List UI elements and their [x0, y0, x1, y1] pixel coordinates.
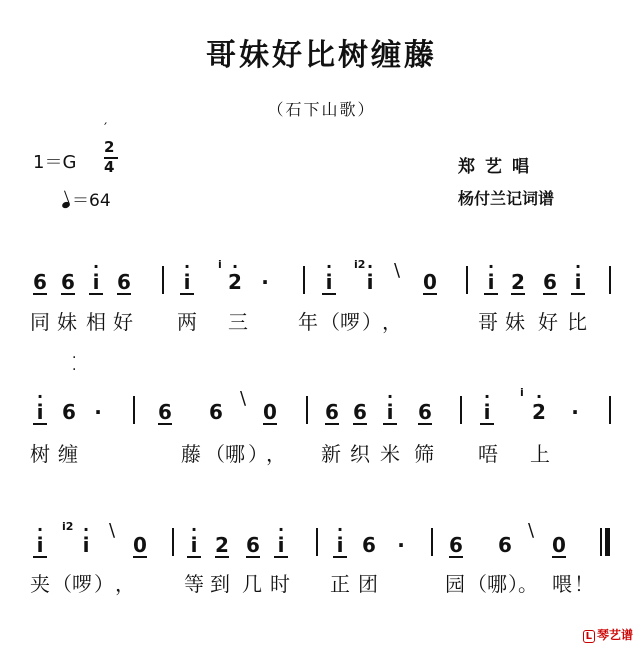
note: 2 [215, 533, 229, 557]
bar-line [306, 396, 308, 424]
logo-mark-icon: L [583, 630, 595, 643]
final-bar-thick [605, 528, 610, 556]
lyric: 米 [380, 442, 400, 466]
dot-mark: · [72, 350, 77, 366]
lyric: 唔 [478, 442, 498, 466]
note-dot: · [571, 400, 579, 424]
note: 6 [325, 400, 339, 424]
lyric: 年 [298, 310, 318, 334]
grace-note: i2 [354, 258, 366, 271]
lyric: 啰 [72, 572, 92, 596]
lyric: 两 [177, 310, 197, 334]
bar-line [609, 396, 611, 424]
grace-note: i2 [62, 520, 74, 533]
accent-mark: ′ [104, 121, 108, 137]
bar-line [609, 266, 611, 294]
lyric: 树 [30, 442, 50, 466]
lyric: 哪 [225, 442, 245, 466]
tempo-value: ＝64 [72, 191, 111, 211]
lyric: ， [382, 310, 402, 334]
note: 6 [353, 400, 367, 424]
lyric: ！ [574, 572, 594, 596]
note: 0 [133, 533, 147, 557]
quarter-note-icon [61, 201, 71, 209]
lyric: ） [248, 442, 268, 466]
note: · i [383, 402, 397, 422]
song-title: 哥妹好比树缠藤 [206, 38, 437, 73]
note: 6 [209, 400, 223, 424]
note: · i [571, 272, 585, 292]
dot-mark: · [72, 362, 77, 378]
note: · i [89, 272, 103, 292]
note: 6 [61, 270, 75, 294]
note: 6 [33, 270, 47, 294]
singer-credit: 郑艺唱 [458, 157, 539, 177]
note: · i [274, 535, 288, 555]
note: · i [79, 535, 93, 555]
lyric: 哥 [478, 310, 498, 334]
note: 2 [511, 270, 525, 294]
logo-text: 琴艺谱 [596, 628, 633, 642]
lyric: 几 [242, 572, 262, 596]
note: · i [322, 272, 336, 292]
lyric: 藤 [181, 442, 201, 466]
lyric: 三 [228, 310, 248, 334]
lyric: 相 [86, 310, 106, 334]
song-subtitle: （石下山歌） [267, 100, 376, 119]
bar-line [303, 266, 305, 294]
breath-mark: \ [528, 520, 535, 541]
note: 6 [362, 533, 376, 557]
note: · i [180, 272, 194, 292]
lyric: 啰 [340, 310, 360, 334]
note: 6 [117, 270, 131, 294]
lyric: 团 [358, 572, 378, 596]
note: · i [363, 272, 377, 292]
note: · i [480, 402, 494, 422]
lyric: 等 [184, 572, 204, 596]
breath-mark: \ [109, 520, 116, 541]
bar-line [162, 266, 164, 294]
lyric: 上 [530, 442, 550, 466]
lyric: ， [266, 442, 286, 466]
note: · i [33, 535, 47, 555]
lyric: 妹 [505, 310, 525, 334]
lyric: 好 [113, 310, 133, 334]
note: 6 [62, 400, 76, 424]
lyric: 妹 [57, 310, 77, 334]
lyric: 织 [350, 442, 370, 466]
time-signature-denominator: 4 [104, 158, 115, 176]
note: 6 [543, 270, 557, 294]
bar-line [466, 266, 468, 294]
note: · i [333, 535, 347, 555]
lyric: 比 [567, 310, 587, 334]
tempo-marking [62, 186, 111, 211]
lyric: ， [115, 572, 135, 596]
lyric: 筛 [414, 442, 434, 466]
note: 6 [498, 533, 512, 557]
lyric: 哪 [487, 572, 507, 596]
breath-mark: \ [394, 260, 401, 281]
note: 0 [263, 400, 277, 424]
note: · 2 [228, 272, 242, 292]
bar-line [431, 528, 433, 556]
note: 0 [423, 270, 437, 294]
breath-mark: \ [240, 388, 247, 409]
bar-line [172, 528, 174, 556]
note: · 2 [532, 402, 546, 422]
lyric: 新 [321, 442, 341, 466]
lyric: 正 [330, 572, 350, 596]
lyric: 同 [30, 310, 50, 334]
lyric: 喂 [552, 572, 572, 596]
lyric: （ [320, 310, 340, 334]
lyric: ） [362, 310, 382, 334]
lyric: 时 [270, 572, 290, 596]
lyric: ）。 [508, 572, 538, 596]
note-dot: · [94, 400, 102, 424]
final-bar-thin [600, 528, 602, 556]
note: · i [33, 402, 47, 422]
lyric: 园 [445, 572, 465, 596]
bar-line [316, 528, 318, 556]
note: 0 [552, 533, 566, 557]
notation-credit: 杨付兰记词谱 [458, 189, 555, 208]
bar-line [460, 396, 462, 424]
bar-line [133, 396, 135, 424]
lyric: 夹 [30, 572, 50, 596]
note: 6 [449, 533, 463, 557]
lyric: 好 [538, 310, 558, 334]
site-logo [583, 626, 633, 643]
note: 6 [246, 533, 260, 557]
grace-note: i [520, 386, 524, 399]
lyric: 到 [210, 572, 230, 596]
lyric: ） [94, 572, 114, 596]
note-dot: · [261, 270, 269, 294]
lyric: 缠 [58, 442, 78, 466]
time-signature-numerator: 2 [104, 138, 115, 156]
lyric: （ [52, 572, 72, 596]
note: 6 [418, 400, 432, 424]
lyric: （ [205, 442, 225, 466]
note: · i [187, 535, 201, 555]
key-signature: 1＝G [33, 152, 77, 173]
lyric: （ [467, 572, 487, 596]
note: 6 [158, 400, 172, 424]
note: · i [484, 272, 498, 292]
note-dot: · [397, 533, 405, 557]
grace-note: i [218, 258, 222, 271]
